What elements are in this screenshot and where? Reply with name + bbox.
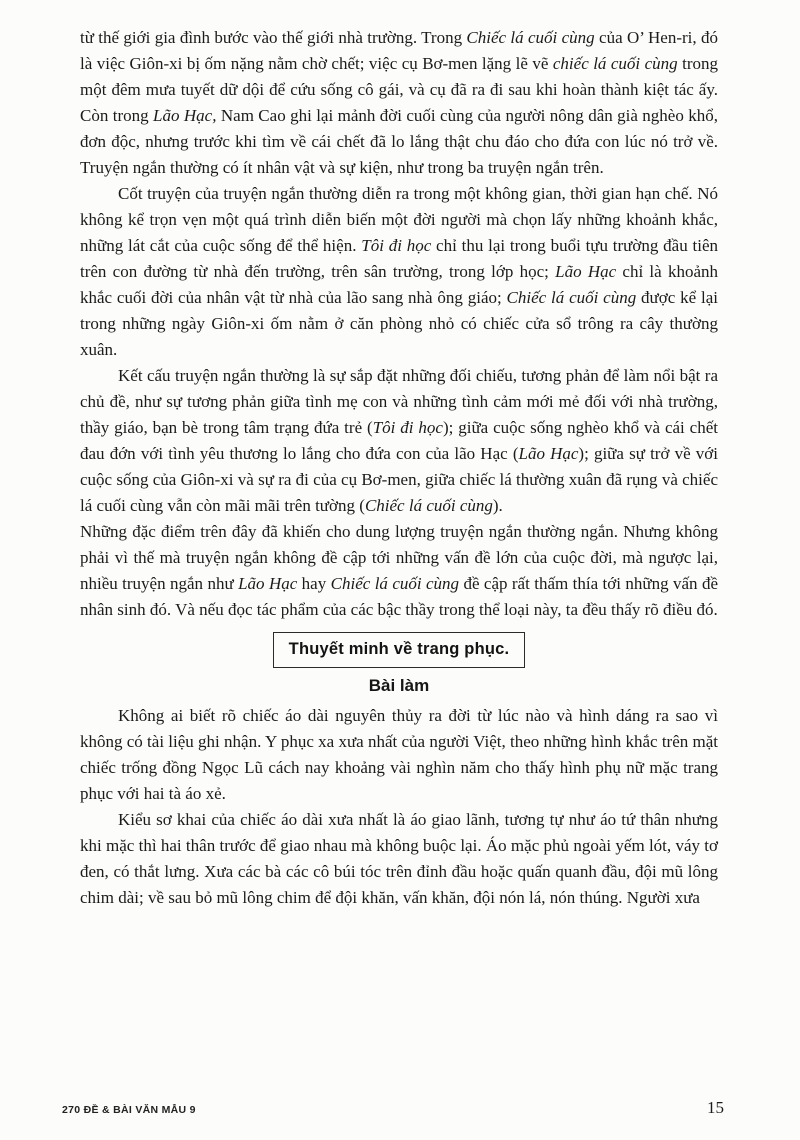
work-title-italic: chiếc lá cuối cùng: [552, 54, 678, 73]
work-title-italic: Chiếc lá cuối cùng: [466, 28, 595, 47]
paragraph-ao-dai-so-khai: [80, 807, 718, 911]
text-run: ).: [492, 496, 503, 515]
work-title-italic: Lão Hạc: [238, 574, 298, 593]
text-run: chỉ là khoảnh khắc cuối đời của nhân vật từ nhà của lão sang nhà ông giáo;: [80, 262, 718, 307]
paragraph-continuation: [80, 25, 718, 181]
work-title-italic: Lão Hạc,: [153, 106, 217, 125]
page-footer: [62, 1098, 724, 1118]
text-run: Kết cấu truyện ngắn thường là sự sắp đặt những đối chiếu, tương phản để làm nổi bật ra chủ đề, như sự tương phản giữa tình mẹ con và những tình cảm mới mẻ đối với nhà trường, thầy giáo, bạn bè trong tâm trạng đứa trẻ (: [80, 366, 718, 437]
text-run: Kiểu sơ khai của chiếc áo dài xưa nhất là áo giao lãnh, tương tự như áo tứ thân nhưng khi mặc thì hai thân trước để giao nhau mà không buộc lại. Áo mặc phủ ngoài yếm lót, váy tơ đen, có thắt lưng. Xưa các bà các cô búi tóc trên đỉnh đầu hoặc quấn quanh đầu, đội mũ lông chim dài; về sau bỏ mũ lông chim để đội khăn, vấn khăn, đội nón lá, nón thúng. Người xưa: [80, 810, 718, 907]
text-run: chỉ thu lại trong buổi tựu trường đầu tiên trên con đường từ nhà đến trường, trên sân trường, trong lớp học;: [80, 236, 718, 281]
work-title-italic: Chiếc lá cuối cùng: [330, 574, 460, 593]
text-run: của O’ Hen-ri, đó là việc Giôn-xi bị ốm nặng nằm chờ chết; việc cụ Bơ-men lặng lẽ vẽ: [80, 28, 718, 73]
work-title-italic: Lão Hạc: [518, 444, 579, 463]
work-title-italic: Tôi đi học: [361, 236, 432, 255]
work-title-italic: Chiếc lá cuối cùng: [506, 288, 637, 307]
bai-lam-heading: Bài làm: [368, 676, 430, 695]
text-run: được kể lại trong những ngày Giôn-xi ốm nằm ở căn phòng nhỏ có chiếc cửa sổ trông ra cây thường xuân.: [80, 288, 718, 359]
work-title-italic: Lão Hạc: [555, 262, 617, 281]
paragraph-cot-truyen: [80, 181, 718, 363]
text-run: trong một đêm mưa tuyết dữ dội để cứu sống cô gái, và cụ đã ra đi sau khi hoàn thành kiệt tác ấy. Còn trong: [80, 54, 718, 125]
text-run: hay: [297, 574, 331, 593]
book-title: 270 ĐỀ & BÀI VĂN MẪU 9: [62, 1104, 196, 1116]
text-run: đề cập rất thấm thía tới những vấn đề nhân sinh đó. Và nếu đọc tác phẩm của các bậc thầy trong thể loại này, ta đều thấy rõ điều đó.: [80, 574, 718, 619]
text-run: ); giữa sự trở về với cuộc sống của Giôn-xi và sự ra đi của cụ Bơ-men, giữa chiếc lá thường xuân đã rụng và chiếc lá cuối cùng vẫn còn mãi mãi trên tường (: [80, 444, 718, 515]
text-run: Cốt truyện của truyện ngắn thường diễn ra trong một không gian, thời gian hạn chế. Nó không kể trọn vẹn một quá trình diễn biến một đời người mà chọn lấy những khoảnh khắc, những lát cắt của cuộc sống để thể hiện.: [80, 184, 718, 255]
text-run: Nam Cao ghi lại mảnh đời cuối cùng của người nông dân già nghèo khổ, đơn độc, nhưng trước khi tìm về cái chết đã lo lắng thật chu đáo cho đứa con lúc nó trở về. Truyện ngắn thường có ít nhân vật và sự kiện, như trong ba truyện ngắn trên.: [80, 106, 718, 177]
topic-heading-wrap: [80, 632, 718, 668]
work-title-italic: Chiếc lá cuối cùng: [364, 496, 493, 515]
text-run: Những đặc điểm trên đây đã khiến cho dung lượng truyện ngắn thường ngắn. Nhưng không phải vì thế mà truyện ngắn không đề cập tới những vấn đề lớn của cuộc đời, mà ngược lại, nhiều truyện ngắn như: [80, 522, 718, 593]
text-run: Không ai biết rõ chiếc áo dài nguyên thủy ra đời từ lúc nào và hình dáng ra sao vì không có tài liệu ghi nhận. Y phục xa xưa nhất của người Việt, theo những hình khắc trên mặt chiếc trống đồng Ngọc Lũ cách nay khoảng vài nghìn năm cho thấy hình phụ nữ mặc trang phục với hai tà áo xẻ.: [80, 706, 718, 803]
work-title-italic: Tôi đi học: [372, 418, 443, 437]
topic-heading: Thuyết minh về trang phục.: [273, 632, 526, 668]
paragraph-ket-cau: [80, 363, 718, 519]
paragraph-dac-diem: [80, 519, 718, 623]
paragraph-ao-dai-origin: [80, 703, 718, 807]
text-run: ); giữa cuộc sống nghèo khổ và cái chết đau đớn với tình yêu thương lo lắng cho đứa con của lão Hạc (: [80, 418, 718, 463]
page-number: 15: [707, 1098, 724, 1117]
text-run: từ thế giới gia đình bước vào thế giới nhà trường. Trong: [80, 28, 467, 47]
